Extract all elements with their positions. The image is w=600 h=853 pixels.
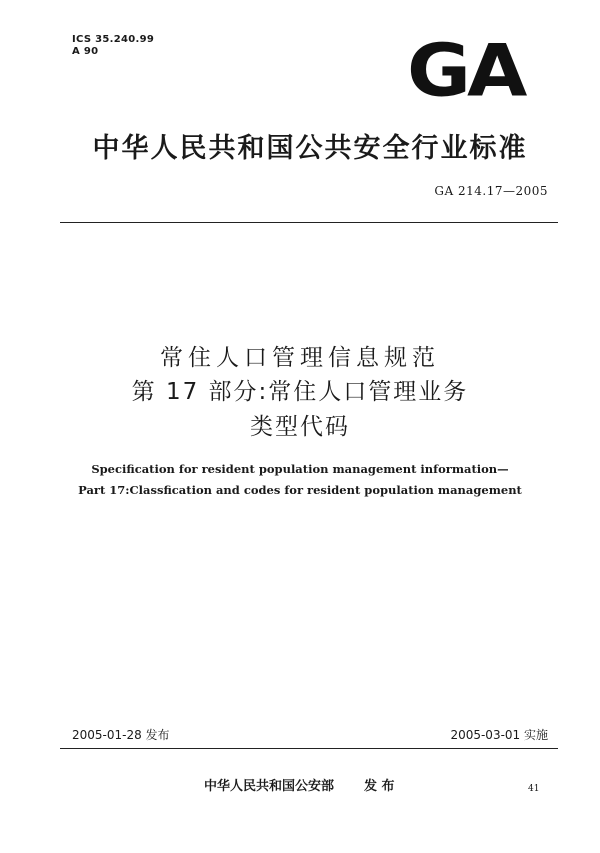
implement-date: 2005-03-01 实施 bbox=[450, 728, 548, 742]
publish-date: 2005-01-28 发布 bbox=[72, 728, 170, 742]
english-title-line-1: Specification for resident population management information— bbox=[91, 462, 509, 476]
issuer-name: 中华人民共和国公安部 bbox=[204, 779, 335, 794]
page-number: 41 bbox=[528, 784, 540, 794]
ga-logo-text: GA bbox=[407, 30, 524, 114]
ccs-code: A 90 bbox=[72, 46, 99, 57]
ga-logo bbox=[407, 30, 528, 114]
chinese-title-line-1: 常住人口管理信息规范 bbox=[160, 345, 440, 371]
standard-category-title: 中华人民共和国公共安全行业标准 bbox=[92, 133, 528, 164]
issuer-verb: 发 布 bbox=[364, 779, 395, 794]
footer-divider bbox=[60, 748, 558, 749]
standard-number: GA 214.17—2005 bbox=[434, 184, 548, 198]
ics-code: ICS 35.240.99 bbox=[72, 34, 155, 45]
chinese-title-line-2: 第 17 部分:常住人口管理业务 bbox=[131, 379, 469, 405]
chinese-title-line-3: 类型代码 bbox=[250, 414, 350, 440]
classification-codes bbox=[72, 34, 154, 58]
issuing-authority bbox=[204, 775, 395, 794]
english-title-line-2: Part 17:Classfication and codes for resident population management bbox=[78, 483, 522, 497]
header-divider bbox=[60, 222, 558, 223]
